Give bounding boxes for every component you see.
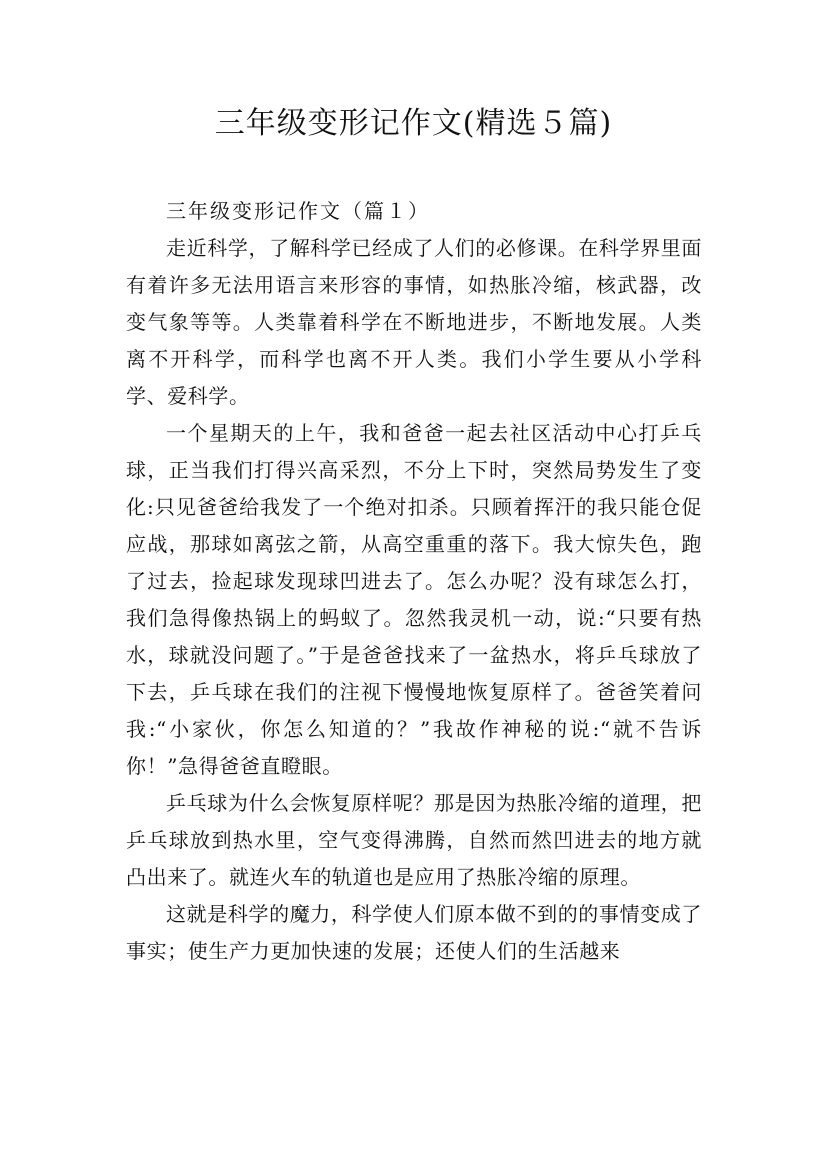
document-title: 三年级变形记作文(精选５篇) (214, 106, 613, 141)
paragraph-1: 走近科学，了解科学已经成了人们的必修课。在科学界里面有着许多无法用语言来形容的事情，如热胀冷缩，核武器，改变气象等等。人类靠着科学在不断地进步，不断地发展。人类离不开科学，而科学也离不开人类。我们小学生要从小学科学、爱科学。 (126, 236, 702, 408)
document-body (126, 192, 702, 970)
paragraph-2: 一个星期天的上午，我和爸爸一起去社区活动中心打乒乓球，正当我们打得兴高采烈，不分上下时，突然局势发生了变化:只见爸爸给我发了一个绝对扣杀。只顾着挥汗的我只能仓促应战，那球如离弦之箭，从高空重重的落下。我大惊失色，跑了过去，捡起球发现球凹进去了。怎么办呢？没有球怎么打，我们急得像热锅上的蚂蚁了。忽然我灵机一动，说:“只要有热水，球就没问题了。”于是爸爸找来了一盆热水，将乒乓球放了下去，乒乓球在我们的注视下慢慢地恢复原样了。爸爸笑着问我:“小家伙，你怎么知道的？”我故作神秘的说:“就不告诉你！”急得爸爸直瞪眼。 (126, 421, 702, 778)
paragraph-3: 乒乓球为什么会恢复原样呢？那是因为热胀冷缩的道理，把乒乓球放到热水里，空气变得沸腾，自然而然凹进去的地方就凸出来了。就连火车的轨道也是应用了热胀冷缩的原理。 (126, 791, 702, 889)
section-heading: 三年级变形记作文（篇１） (166, 199, 430, 223)
paragraph-4: 这就是科学的魔力，科学使人们原本做不到的的事情变成了事实；使生产力更加快速的发展；还使人们的生活越来 (126, 902, 702, 963)
